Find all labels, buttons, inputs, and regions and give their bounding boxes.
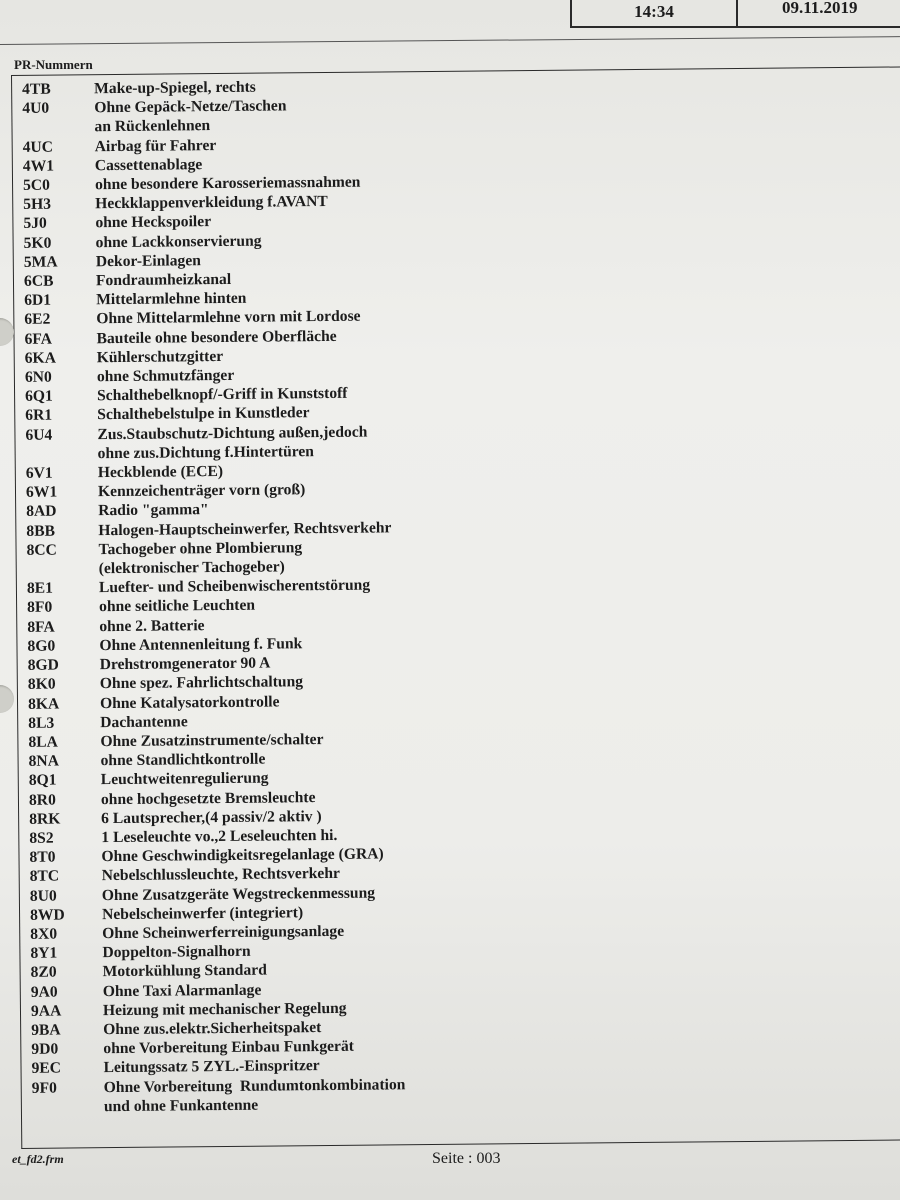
pr-description: Ohne Zusatzgeräte Wegstreckenmessung <box>101 884 376 904</box>
pr-description: ohne 2. Batterie <box>99 616 205 635</box>
pr-code: 9F0 <box>31 1079 57 1097</box>
footer-page-number: Seite : 003 <box>432 1150 501 1167</box>
pr-description: ohne seitliche Leuchten <box>99 597 256 616</box>
pr-code: 6KA <box>24 349 56 367</box>
pr-description: Tachogeber ohne Plombierung <box>98 539 303 559</box>
pr-code: 4U0 <box>22 99 50 118</box>
pr-description: Zus.Staubschutz-Dichtung außen,jedoch <box>97 423 368 443</box>
pr-code: 6Q1 <box>25 387 53 406</box>
pr-description: 1 Leseleuchte vo.,2 Leseleuchten hi. <box>101 826 338 847</box>
pr-number-rows <box>22 71 900 1116</box>
pr-code: 8U0 <box>29 887 57 905</box>
print-date: 09.11.2019 <box>782 0 858 17</box>
pr-description: und ohne Funkantenne <box>103 1096 259 1115</box>
pr-code: 8F0 <box>27 599 53 617</box>
pr-description: Kühlerschutzgitter <box>96 347 224 367</box>
pr-description: Dachantenne <box>100 713 188 731</box>
header-box <box>570 0 900 28</box>
pr-description: Ohne Zusatzinstrumente/schalter <box>100 730 324 751</box>
pr-description: ohne Heckspoiler <box>95 213 212 232</box>
print-time: 14:34 <box>572 0 738 26</box>
pr-code <box>27 559 99 579</box>
pr-code <box>32 1097 104 1117</box>
pr-code: 8WD <box>29 906 65 924</box>
pr-description: ohne Vorbereitung Einbau Funkgerät <box>103 1037 355 1058</box>
pr-code: 8NA <box>28 752 59 770</box>
pr-description: Halogen-Hauptscheinwerfer, Rechtsverkehr <box>98 519 392 539</box>
pr-code: 9AA <box>30 1002 62 1020</box>
pr-description: Ohne Antennenleitung f. Funk <box>99 635 303 655</box>
pr-code: 8CC <box>26 541 57 559</box>
pr-code: 8S2 <box>29 829 54 847</box>
pr-code: 5C0 <box>22 176 51 194</box>
pr-code: 9D0 <box>31 1040 59 1059</box>
pr-code: 8LA <box>28 733 58 751</box>
pr-code: 8G0 <box>27 637 56 655</box>
pr-description: Ohne Scheinwerferreinigungsanlage <box>102 922 345 943</box>
pr-description: ohne zus.Dichtung f.Hintertüren <box>97 442 315 463</box>
pr-description: ohne Schmutzfänger <box>96 366 235 386</box>
pr-description: Bauteile ohne besondere Oberfläche <box>96 327 337 347</box>
pr-description: (elektronischer Tachogeber) <box>98 558 285 578</box>
pr-number-list <box>11 66 900 1149</box>
pr-description: Drehstromgenerator 90 A <box>99 654 271 674</box>
pr-code: 6V1 <box>25 464 53 482</box>
pr-code: 5J0 <box>23 215 47 233</box>
pr-description: Ohne spez. Fahrlichtschaltung <box>99 673 304 693</box>
footer-filename: et_fd2.frm <box>12 1152 64 1166</box>
pr-description: Heizung mit mechanischer Regelung <box>102 999 347 1019</box>
pr-code: 9A0 <box>30 983 58 1001</box>
pr-description: Doppelton-Signalhorn <box>102 942 251 962</box>
pr-description: Luefter- und Scheibenwischerentstörung <box>98 576 371 597</box>
pr-code: 6W1 <box>25 483 58 502</box>
pr-description: ohne Lackkonservierung <box>95 232 262 251</box>
pr-code: 8Z0 <box>30 963 57 982</box>
pr-code: 6N0 <box>24 368 52 386</box>
pr-code: 5MA <box>23 253 58 271</box>
pr-description: Ohne Katalysatorkontrolle <box>99 692 280 712</box>
pr-description: Leitungssatz 5 ZYL.-Einspritzer <box>103 1057 320 1077</box>
pr-code: 4UC <box>22 138 54 156</box>
pr-code: 8L3 <box>28 714 55 732</box>
pr-code: 8Q1 <box>28 771 57 790</box>
pr-code <box>26 444 98 464</box>
pr-code: 9EC <box>31 1059 62 1078</box>
pr-description: an Rückenlehnen <box>94 117 211 136</box>
pr-description: Ohne zus.elektr.Sicherheitspaket <box>103 1019 322 1039</box>
pr-code: 6E2 <box>24 311 51 329</box>
pr-description: Motorkühlung Standard <box>102 961 267 981</box>
pr-code: 5K0 <box>23 234 52 252</box>
pr-code: 8R0 <box>28 791 56 809</box>
pr-description: Make-up-Spiegel, rechts <box>94 78 256 98</box>
pr-description: Schalthebelknopf/-Griff in Kunststoff <box>97 385 348 405</box>
pr-description: ohne hochgesetzte Bremsleuchte <box>100 788 316 808</box>
pr-code: 8BB <box>26 522 56 540</box>
pr-code: 8RK <box>29 810 61 828</box>
pr-code: 8Y1 <box>30 944 58 962</box>
pr-code: 6FA <box>24 330 53 348</box>
pr-code: 4W1 <box>22 157 55 175</box>
pr-code: 8TC <box>29 867 60 886</box>
pr-code: 8E1 <box>26 579 54 598</box>
pr-description: Heckblende (ECE) <box>97 463 224 482</box>
punch-hole <box>0 318 14 346</box>
punch-hole <box>0 685 14 713</box>
pr-description: Heckklappenverkleidung f.AVANT <box>95 193 328 213</box>
pr-description: Fondraumheizkanal <box>95 270 232 290</box>
header-divider <box>0 36 900 45</box>
pr-code: 4TB <box>22 80 51 98</box>
pr-code: 8X0 <box>30 925 58 943</box>
pr-code: 6CB <box>23 272 54 290</box>
pr-description: Ohne Geschwindigkeitsregelanlage (GRA) <box>101 845 384 866</box>
pr-code: 9BA <box>31 1021 61 1039</box>
pr-description: Airbag für Fahrer <box>94 136 217 155</box>
pr-description: Ohne Mittelarmlehne vorn mit Lordose <box>96 308 361 328</box>
pr-description: Radio "gamma" <box>98 501 209 520</box>
pr-description: Dekor-Einlagen <box>95 252 201 271</box>
pr-description: Schalthebelstulpe in Kunstleder <box>97 404 310 424</box>
pr-description: Ohne Gepäck-Netze/Taschen <box>94 97 287 117</box>
section-title: PR-Nummern <box>14 57 93 72</box>
pr-code: 8AD <box>26 503 57 521</box>
pr-code: 5H3 <box>23 195 52 214</box>
pr-description: 6 Lautsprecher,(4 passiv/2 aktiv ) <box>101 807 322 827</box>
pr-description: ohne besondere Karosseriemassnahmen <box>94 173 361 194</box>
pr-code: 6R1 <box>25 407 53 425</box>
pr-code: 6D1 <box>24 291 52 310</box>
pr-description: Nebelscheinwerfer (integriert) <box>101 903 304 923</box>
pr-code: 8T0 <box>29 848 56 866</box>
pr-description: ohne Standlichtkontrolle <box>100 750 266 770</box>
pr-description: Kennzeichenträger vorn (groß) <box>97 481 306 501</box>
pr-description: Leuchtweitenregulierung <box>100 769 269 789</box>
pr-description: Ohne Taxi Alarmanlage <box>102 981 262 1000</box>
pr-code: 8K0 <box>27 675 56 694</box>
pr-code: 6U4 <box>25 426 53 444</box>
pr-description: Nebelschlussleuchte, Rechtsverkehr <box>101 865 340 885</box>
pr-description: Ohne Vorbereitung Rundumtonkombination <box>103 1075 406 1096</box>
pr-code: 8FA <box>27 618 55 636</box>
pr-description: Cassettenablage <box>94 155 203 175</box>
pr-code <box>22 118 94 138</box>
pr-code: 8GD <box>27 656 59 674</box>
pr-code: 8KA <box>27 695 60 713</box>
pr-description: Mittelarmlehne hinten <box>96 289 247 309</box>
